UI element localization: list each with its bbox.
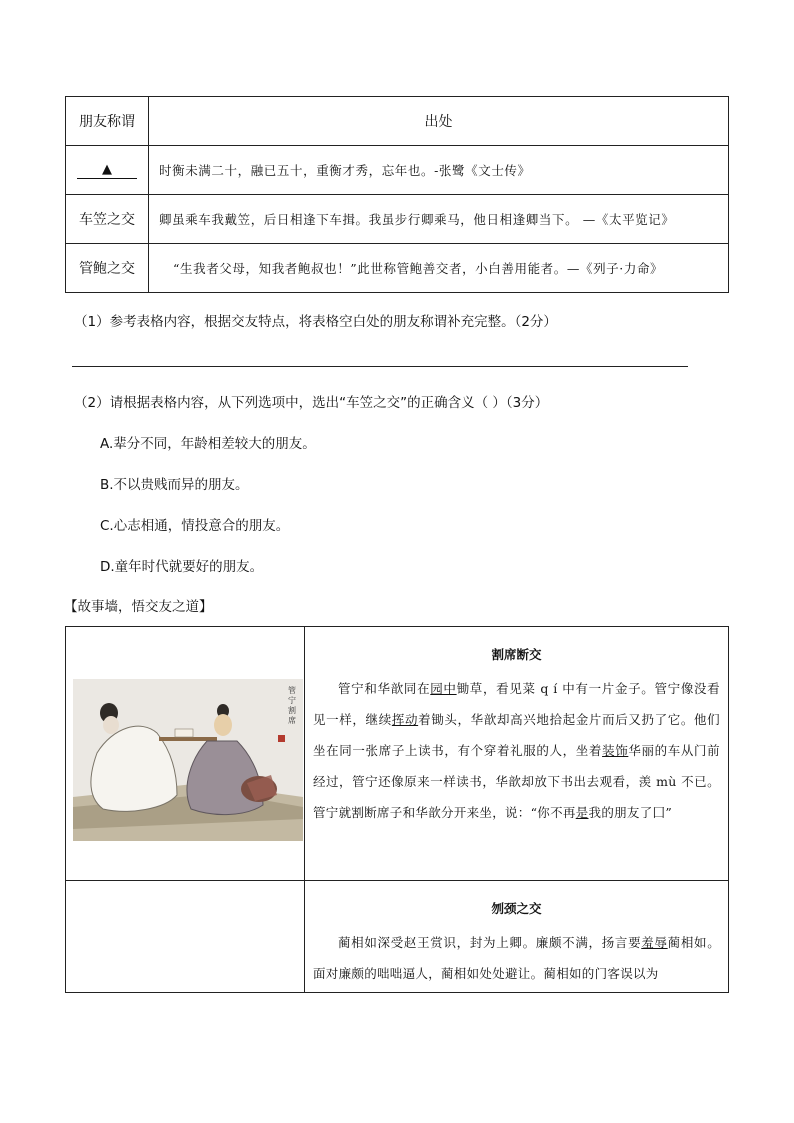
- fill-in-blank[interactable]: ▲: [77, 162, 137, 179]
- story-body: 管宁和华歆同在园中锄草，看见菜 q í 中有一片金子。管宁像没看见一样，继续挥动着锄头，华歆却高兴地拾起金片而后又扔了它。他们坐在同一张席子上读书，有个穿着礼服的人，坐着装饰华丽的车从门前经过，管宁还像原来一样读书，华歆却放下书出去观看，羡 mù 不已。管宁就割断席子和华歆分开来坐，说：“你不再是我的朋友了囗”: [313, 681, 720, 820]
- painting-inscription: 管: [288, 686, 296, 695]
- header-source: 出处: [149, 97, 729, 146]
- svg-text:宁: 宁: [288, 696, 296, 705]
- story-row: [66, 881, 729, 993]
- seal-stamp: [278, 735, 285, 742]
- friend-name-cell: 车笠之交: [66, 195, 149, 244]
- painting-image: [73, 679, 303, 841]
- table-header-row: [66, 97, 729, 146]
- painting-svg: [73, 679, 303, 841]
- underlined-word: 装饰: [602, 743, 629, 758]
- source-cell: 时衡未满二十，融已五十，重衡才秀，忘年也。-张鹭《文士传》: [149, 146, 729, 195]
- underlined-word: 羞辱: [641, 935, 668, 950]
- option-a[interactable]: A.辈分不同，年龄相差较大的朋友。: [100, 436, 316, 452]
- table-row: [66, 195, 729, 244]
- underlined-word: 是: [575, 805, 589, 820]
- story-cell-2: [305, 881, 729, 993]
- section-title: 【故事墙，悟交友之道】: [64, 599, 213, 615]
- source-cell: “生我者父母，知我者鲍叔也！”此世称管鲍善交者，小白善用能者。—《列子·力命》: [149, 244, 729, 293]
- option-d[interactable]: D.童年时代就要好的朋友。: [100, 559, 264, 575]
- story-title: 割席断交: [491, 647, 542, 662]
- painting-cell: [66, 627, 305, 881]
- underlined-word: 挥动: [391, 712, 419, 727]
- table-row: [66, 244, 729, 293]
- question-2: （2）请根据表格内容，从下列选项中，选出“车笠之交”的正确含义（ ）（3分）: [74, 395, 549, 411]
- story-wall-table: [65, 626, 729, 993]
- question-1: （1）参考表格内容，根据交友特点，将表格空白处的朋友称谓补充完整。（2分）: [74, 314, 557, 330]
- story-cell-1: [305, 627, 729, 881]
- story-title: 刎颈之交: [491, 901, 542, 916]
- option-c[interactable]: C.心志相通，情投意合的朋友。: [100, 518, 290, 534]
- story-row: [66, 627, 729, 881]
- friend-name-cell: [66, 146, 149, 195]
- story-body: 蔺相如深受赵王赏识，封为上卿。廉颇不满，扬言要羞辱蔺相如。面对廉颇的咄咄逼人，蔺相如处处避让。蔺相如的门客误以为: [313, 935, 720, 981]
- source-cell: 卿虽乘车我戴笠，后日相逢下车揖。我虽步行卿乘马，他日相逢卿当下。 —《太平览记》: [149, 195, 729, 244]
- svg-text:割: 割: [288, 706, 296, 715]
- header-friend-name: 朋友称谓: [66, 97, 149, 146]
- friend-name-cell: 管鲍之交: [66, 244, 149, 293]
- answer-line[interactable]: [72, 366, 688, 367]
- option-b[interactable]: B.不以贵贱而异的朋友。: [100, 477, 249, 493]
- svg-text:席: 席: [288, 716, 296, 725]
- friend-title-table: [65, 96, 729, 293]
- underlined-word: 园中: [430, 681, 457, 696]
- table-row: [66, 146, 729, 195]
- empty-image-cell: [66, 881, 305, 993]
